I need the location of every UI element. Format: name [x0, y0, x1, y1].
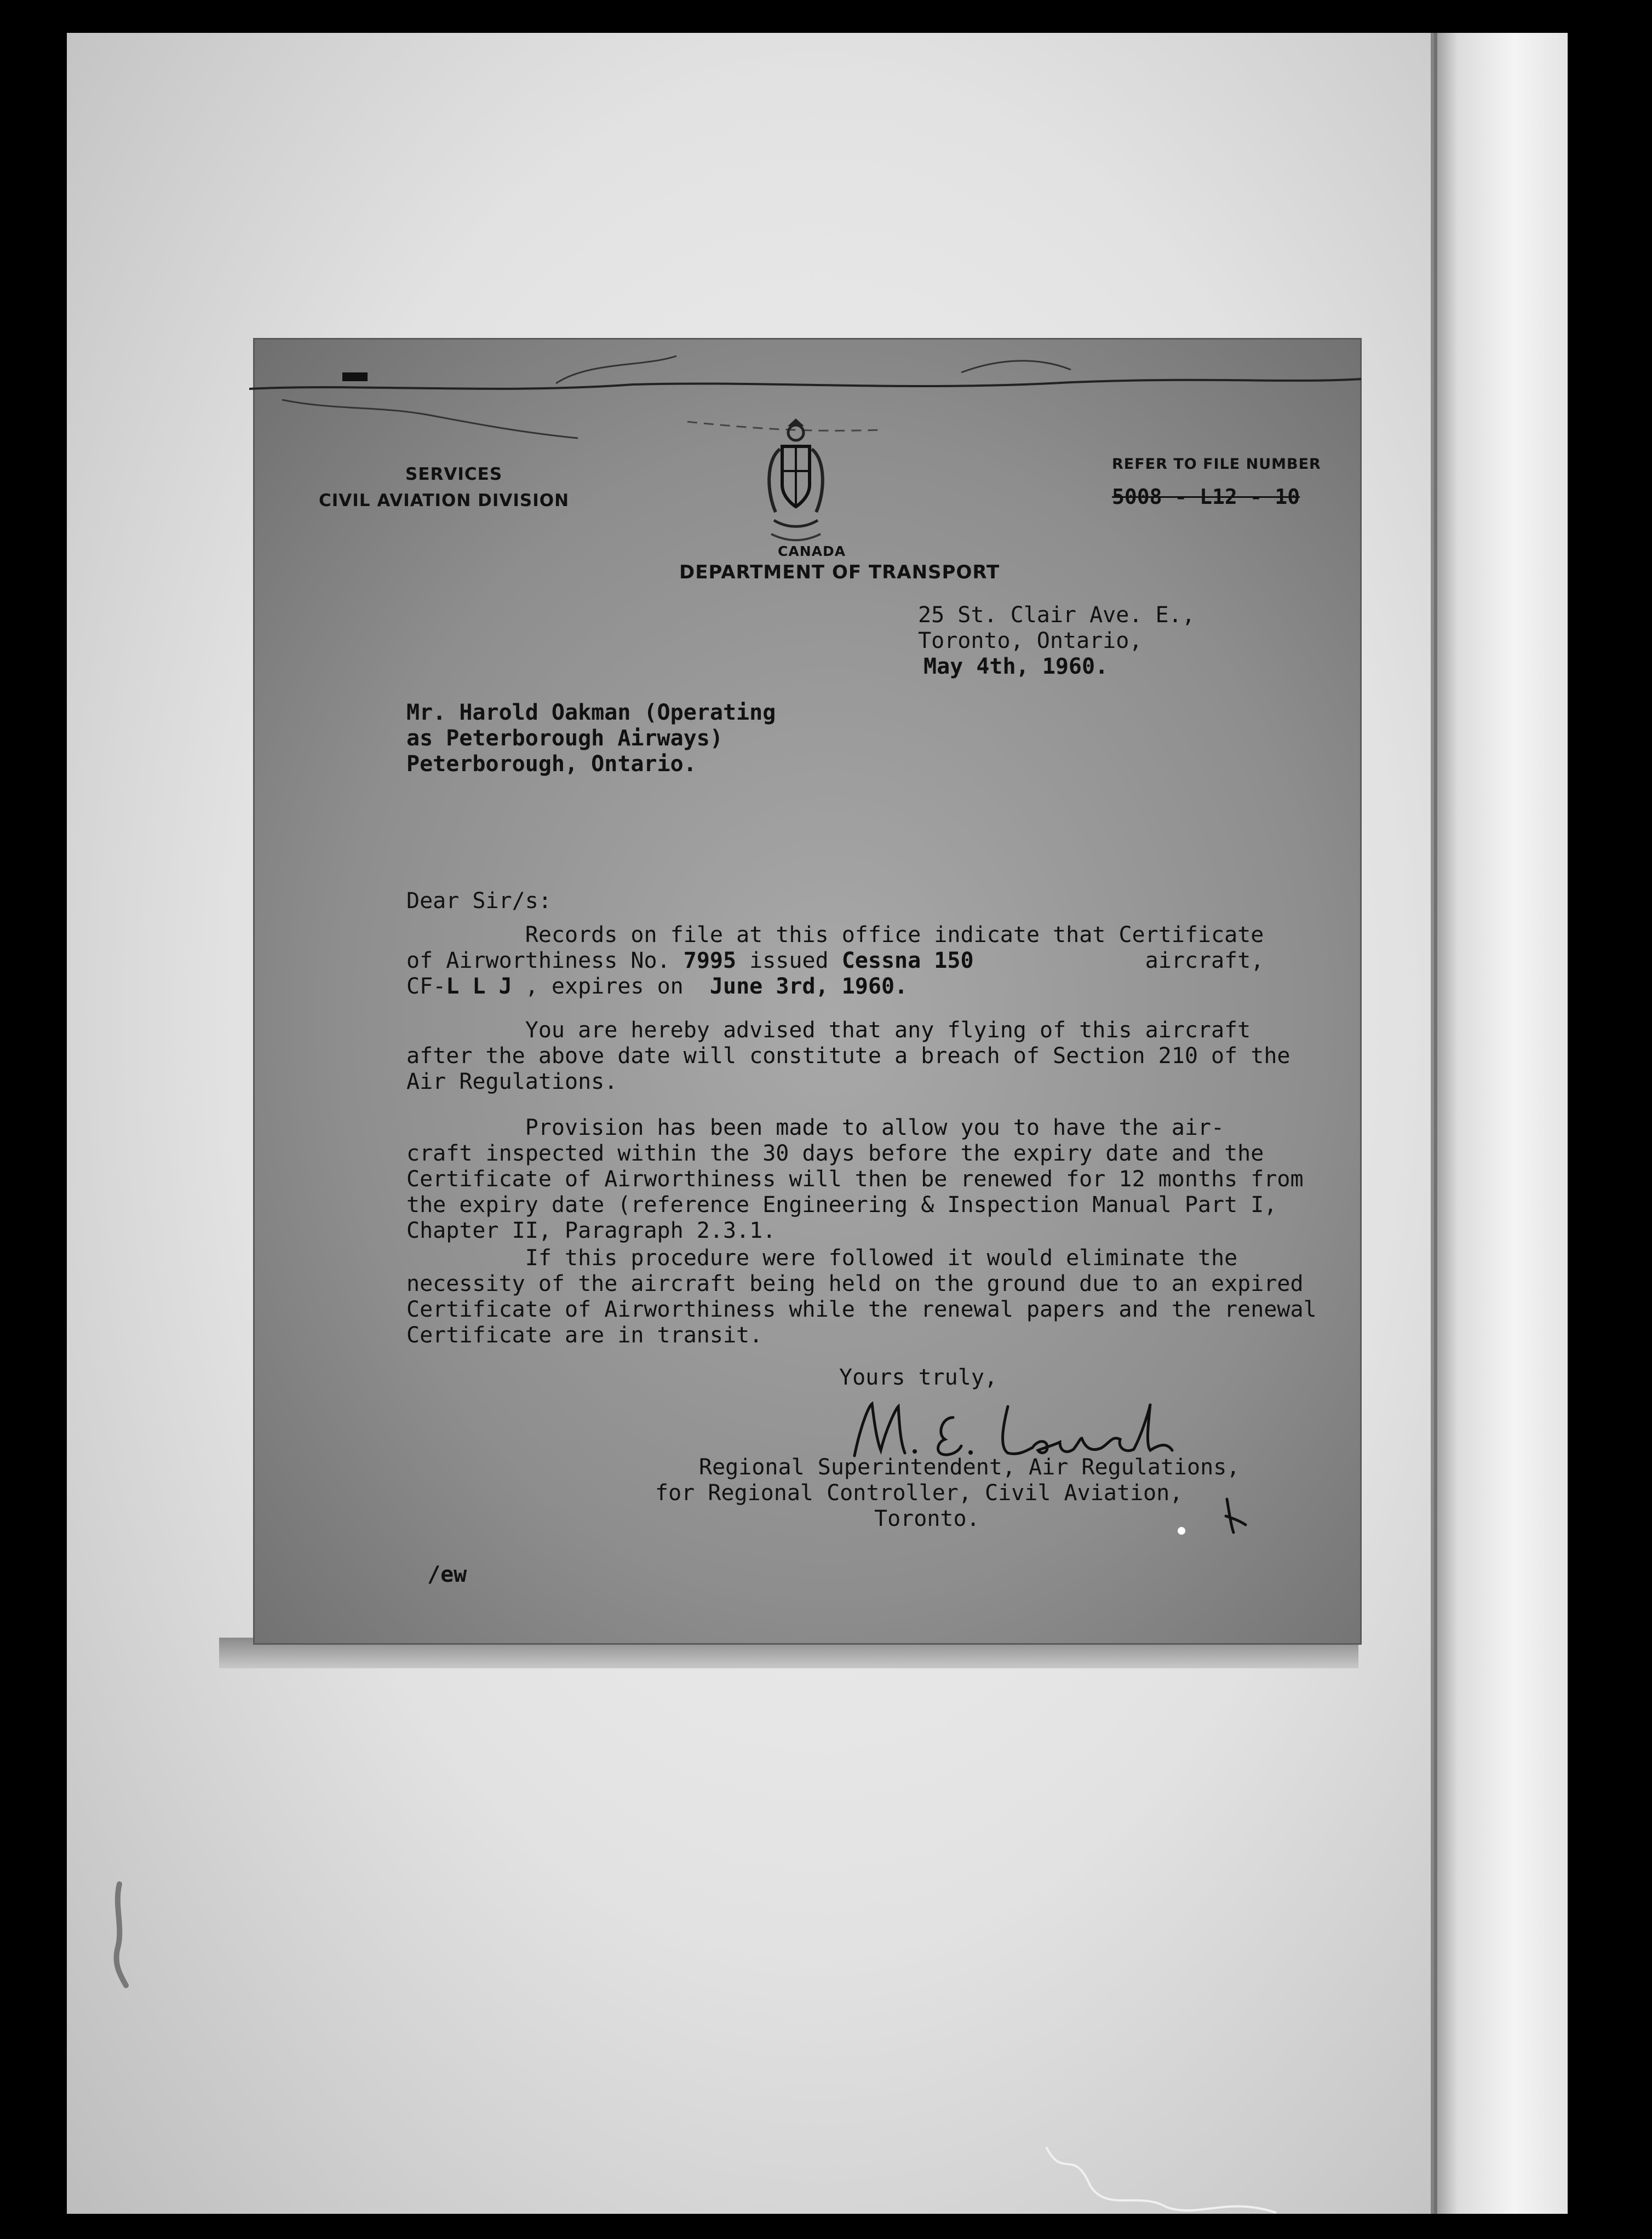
aircraft-type: Cessna 150 — [841, 948, 974, 973]
recipient-line-2: as Peterborough Airways) — [406, 726, 723, 751]
handwritten-signature — [844, 1396, 1216, 1464]
aircraft-label: aircraft, — [1145, 948, 1264, 973]
letterhead-canada: CANADA — [778, 543, 846, 559]
recipient-line-1: Mr. Harold Oakman (Operating — [406, 700, 776, 725]
salutation: Dear Sir/s: — [406, 888, 552, 914]
cert-label: of Airworthiness No. — [406, 948, 684, 973]
bottom-scribble — [1041, 2136, 1282, 2218]
letter-date: May 4th, 1960. — [923, 654, 1109, 679]
paragraph-4: If this procedure were followed it would eliminate the necessity of the aircraft being held on the ground due to an expired Certificate of Airworthiness while the renewal papers and the renewal Certificate are in transit. — [406, 1245, 1317, 1348]
expiry-date: June 3rd, 1960. — [709, 974, 908, 999]
letterhead-department: DEPARTMENT OF TRANSPORT — [679, 561, 1000, 583]
paper-spot — [1178, 1527, 1185, 1535]
certificate-number: 7995 — [683, 948, 737, 973]
paragraph-3: Provision has been made to allow you to have the air- craft inspected within the 30 days before the expiry date and the Certificate of Airworthiness will then be renewed for 12 months from the expiry date (reference Engineering & Inspection Manual Part I, Chapter II, Paragraph 2.3.1. — [406, 1115, 1304, 1243]
typist-initials: /ew — [427, 1562, 467, 1587]
side-strip-edge — [1431, 33, 1437, 2214]
coat-of-arms-icon — [760, 416, 831, 545]
paragraph-1-line-2 — [406, 948, 1264, 974]
sender-street: 25 St. Clair Ave. E., — [918, 602, 1195, 628]
refer-to-file-label: REFER TO FILE NUMBER — [1112, 456, 1321, 473]
paragraph-1-text: Records on file at this office indicate that Certificate — [525, 922, 1264, 948]
letterhead-division: CIVIL AVIATION DIVISION — [319, 491, 570, 510]
complimentary-close: Yours truly, — [839, 1365, 997, 1390]
file-number: 5008 - L12 - 10 — [1112, 485, 1300, 509]
paragraph-1-line-3 — [406, 974, 908, 1000]
letterhead-services: SERVICES — [405, 464, 503, 484]
smudge-mark — [110, 1879, 131, 1988]
side-strip — [1434, 33, 1568, 2214]
registration-prefix: CF- — [406, 974, 446, 999]
signatory-title-3: Toronto. — [874, 1506, 980, 1531]
paragraph-2: You are hereby advised that any flying of this aircraft after the above date will constitute a breach of Section 210 of the Air Regulations. — [406, 1018, 1290, 1094]
signatory-title-1: Regional Superintendent, Air Regulations, — [699, 1455, 1240, 1480]
expires-label: , expires on — [512, 974, 710, 999]
paragraph-1-line-1 — [406, 922, 1264, 948]
sender-city: Toronto, Ontario, — [918, 628, 1143, 653]
check-mark-icon — [1223, 1496, 1248, 1535]
registration-mark: L L J — [446, 974, 512, 999]
issued-label: issued — [736, 948, 842, 973]
recipient-line-3: Peterborough, Ontario. — [406, 751, 697, 777]
signatory-title-2: for Regional Controller, Civil Aviation, — [655, 1480, 1183, 1506]
